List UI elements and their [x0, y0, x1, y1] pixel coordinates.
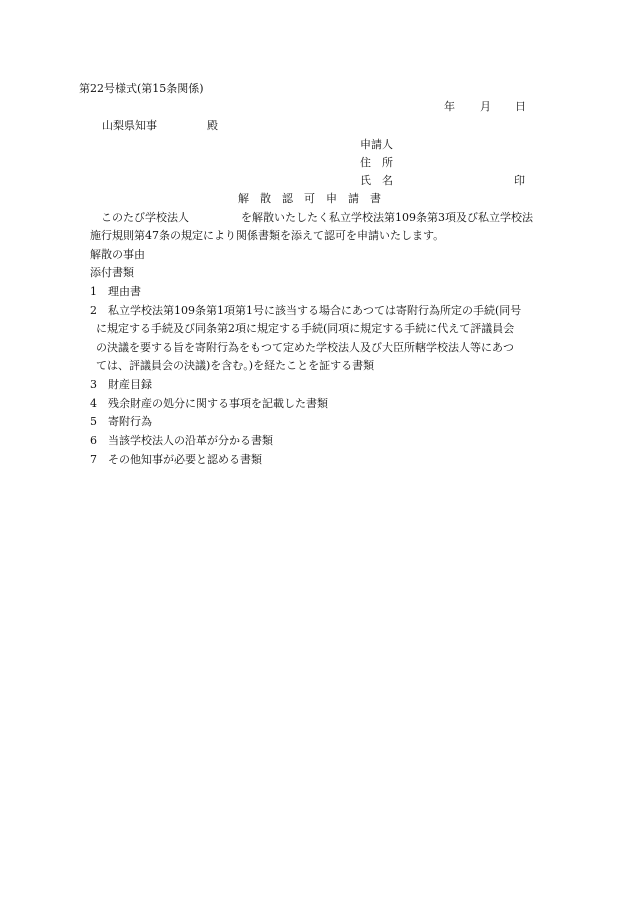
attachment-number: 6	[90, 434, 97, 447]
seal-mark: 印	[514, 174, 525, 187]
addressee-name: 山梨県知事	[102, 119, 157, 132]
document-title: 解 散 認 可 申 請 書	[238, 192, 381, 205]
attachment-text-continuation: ては、評議員会の決議)を含む。)を経たことを証する書類	[96, 359, 375, 372]
attachment-text: 残余財産の処分に関する事項を記載した書類	[108, 397, 328, 410]
attachment-number: 4	[90, 397, 97, 410]
attachment-text: 当該学校法人の沿革が分かる書類	[108, 434, 273, 447]
date-month-label: 月	[480, 100, 491, 113]
attachment-text: 理由書	[108, 285, 141, 298]
attachments-heading: 添付書類	[90, 266, 134, 279]
attachment-number: 5	[90, 415, 97, 428]
attachment-text: 財産目録	[108, 378, 152, 391]
date-day-label: 日	[515, 100, 526, 113]
body-text-line1-part1: このたび学校法人	[101, 211, 189, 224]
form-number: 第22号様式(第15条関係)	[79, 82, 204, 95]
body-text-line2: 施行規則第47条の規定により関係書類を添えて認可を申請いたします。	[90, 229, 445, 242]
attachment-text: 寄附行為	[108, 415, 152, 428]
applicant-name-label: 氏 名	[360, 174, 393, 187]
attachment-text-continuation: に規定する手続及び同条第2項に規定する手続(同項に規定する手続に代えて評議員会	[96, 322, 515, 335]
attachment-text-continuation: の決議を要する旨を寄附行為をもつて定めた学校法人及び大臣所轄学校法人等にあつ	[96, 341, 514, 354]
attachment-text: その他知事が必要と認める書類	[108, 453, 262, 466]
reason-heading: 解散の事由	[90, 248, 145, 261]
attachment-text: 私立学校法第109条第1項第1号に該当する場合にあつては寄附行為所定の手続(同号	[108, 304, 522, 317]
attachment-number: 2	[90, 304, 97, 317]
attachment-number: 7	[90, 453, 97, 466]
date-year-label: 年	[444, 100, 455, 113]
applicant-label: 申請人	[360, 138, 393, 151]
applicant-address-label: 住 所	[360, 156, 393, 169]
body-text-line1-part2: を解散いたしたく私立学校法第109条第3項及び私立学校法	[241, 211, 533, 224]
attachment-number: 3	[90, 378, 97, 391]
attachment-number: 1	[90, 285, 97, 298]
addressee-honorific: 殿	[207, 119, 218, 132]
